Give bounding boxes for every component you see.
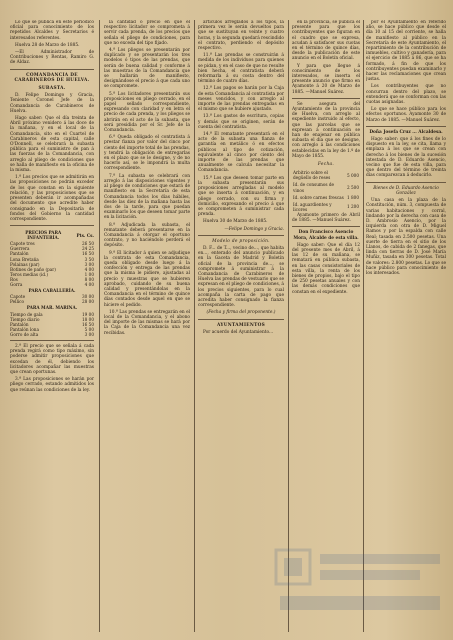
column-5 [366,20,446,634]
paragraph: 11.ª Las prendas se construirán á medida de los individuos para quienes se pidan, y en el caso de que no resulte bien hecha, el contratista deberá reformarla á su costa dentro del término de cuatro días. [198,53,284,85]
section-title: COMANDANCIA DE CARABINEROS DE HUELVA. [14,72,90,83]
column-divider [288,20,289,632]
item-price: 3 00 [84,331,94,337]
item-price: 8 00 [84,276,94,282]
paragraph: Los contribuyentes que no concurran dentro del plazo, se entenderá que se conforman con las cuotas asignadas. [366,84,446,106]
section-divider [292,98,360,99]
item-label: Guerrera [10,246,30,252]
paragraph: 3.ª Las proposiciones se harán por pliego cerrado, estando admitidos los que reúnan las condiciones de la ley. [10,377,94,393]
paragraph: 4.ª Los pliegos se presentarán por duplicado y se presentarán los tres modelos ó tipos de las prendas, que serán de buena calidad y conforme á las muestras de la Comandancia que se hallarán de manifiesto, designándose el precio á que cada uno se compromete. [104,48,190,90]
column-4 [292,20,360,634]
paragraph: en la provincia, se publica el presente para que los contribuyentes que figuran en el cuadro que se expresa, acudan á satisfacer sus cuotas en el término de quince días, desde la publicación de este anuncio en el Boletín oficial. [292,20,360,62]
table-row [292,169,360,181]
item-price: 1 800 [347,194,359,200]
ayuntamientos-heading: AYUNTAMIENTOS [216,322,266,328]
paragraph: Lo que se hace público para los efectos oportunos. Ayamonte 30 de Marzo de 1885. —Manuel Suárez. [366,107,446,123]
table-row [292,201,360,213]
item-label: Id. sobre carnes frescas [293,194,344,200]
paragraph: Hago saber: Que el día 12 del presente mes de Abril, á las 12 de su mañana, se rematará en pública subasta, en las casas consistoriales de esta villa, la renta de los bienes de propios, bajo el tipo de 250 pesetas anuales y con las demás condiciones que constan en el expediente. [292,242,360,295]
paragraph: 5.ª Los licitadores presentarán sus proposiciones en pliego cerrado, en el papel sellado correspondiente, expresando con claridad y en letra el precio de cada prenda, y los pliegos se abrirán en el acto de la subasta, que será presidida por el Sr. Jefe de la Comandancia. [104,91,190,134]
column-divider [194,20,195,632]
paragraph: 12.ª Los pagos se harán por la Caja de esta Comandancia al contratista por meses vencidos, y con arreglo al importe de las prendas entregadas en el mismo que se hubiere ajustado. [198,86,284,113]
section-divider [10,69,94,70]
item-label: Tiempo diario [10,316,40,322]
arbitrios-table [292,169,360,213]
item-label: Polainas (par) [10,261,40,267]
table-heading: PRECIOS PARA INFANTERÍA. [25,230,62,241]
item-label: Tiempo de gala [10,311,43,317]
paragraph: 15.ª Los que deseen tomar parte en la subasta presentarán sus proposiciones arregladas al modelo que se inserta á continuación, y en pliego cerrado, con su firma y domicilio, expresando el precio á que se comprometen á suministrar cada prenda. [198,175,284,218]
item-label: Ros [10,276,18,282]
item-label: Gorro de alta [10,331,39,337]
item-price: 1 200 [347,204,359,210]
paragraph: 1.ª Los precios que se admitirán en las proposiciones no podrán exceder de los que constan en la siguiente relación, y las proposiciones que se presenten deberán ir acompañadas del documento que acredite haber consignado en la Depositaría de fondos del Gobierno la cantidad correspondiente. [10,175,94,222]
edict-title: Doña Josefa Cruz ... Alcaldesa. [369,129,443,135]
intro-text: Lo que se publica en este periódico oficial para conocimiento de los repetidos Alcaldes y Secretarios é interesados referentes. [10,20,94,41]
item-price: 30 00 [82,294,94,300]
table-row [292,194,360,201]
item-price: 19 00 [82,311,94,317]
section-divider [198,319,284,320]
model-text: D. F... de T..., vecino de..., que habita en..., enterado del anuncio publicado en la Gaceta de Madrid y Boletín oficial de la provincia de..., se compromete á suministrar á la Comandancia de Carabineros de Huelva las prendas de vestuario que se expresan en el pliego de condiciones, á los precios siguientes, para lo cual acompaña la carta de pago que acredita haber consignado la fianza correspondiente. [198,245,284,309]
item-label: Arbitrio sobre el degüello de reses [293,170,331,181]
table-row [292,181,360,193]
item-price: 5 000 [347,172,359,178]
item-label: Capote tres [10,241,35,247]
item-label: Botines de paño (par) [10,266,56,272]
column-1 [10,20,94,634]
table-heading: PARA MAR. MARINA. [26,305,78,311]
paragraph: 2.ª El precio que se señala á cada prenda regirá como tipo máximo, sin poderse admitir proposiciones que excedan de él, debiendo los licitadores acompañar las muestras que crean oportunas. [10,343,94,375]
section-divider [366,182,446,183]
paragraph: 14.ª El rematante presentará en el acto de la subasta una fianza de garantía en metálico ó en efectos públicos al tipo de cotización, equivalente al cinco por ciento del importe de las prendas que anualmente se calcula necesitar la Comandancia. [198,132,284,174]
paragraph: Por acuerdo del Ayuntamiento... [203,329,274,335]
column-divider [99,20,100,632]
item-label: Pantalón lona [10,326,39,332]
signoff: —El Administrador de Contribuciones y Rentas, Ramiro G. de Aldaz. [10,50,94,66]
item-label: Id. de consumos de vinos [293,182,335,193]
table-heading: PARA CABALLERÍA. [28,288,76,294]
column-2 [104,20,190,634]
paragraph: Y para que llegue á conocimiento de los interesados, se inserta el presente anuncio que firmo en Ayamonte á 20 de Marzo de 1885. —Manuel Suárez. [292,63,360,95]
column-divider [363,20,364,632]
section-divider [198,235,284,236]
section-divider [292,226,360,227]
paragraph: artículos arreglados á los tipos, la primera vez le serán devueltos para que se sustituyan en veinte y cuatro horas, y la segunda quedará rescindido el contrato, perdiendo el depósito respectivo. [198,20,284,52]
table-units: Pts. Cs. [76,232,94,238]
item-price: 1 00 [84,271,94,277]
paragraph: Hago saber: que á los fines de lo dispuesto en la ley, se cita, llama y emplaza á los que se crean con derecho á los bienes de la sucesión intestada de D. Eduardo Asencio, vecino que fue de esta villa, para que dentro del término de treinta días comparezcan á deducirlo. [366,137,446,179]
paragraph: 9.ª El licitador á quien se adjudique la contrata de esta Comandancia, queda obligado desde luego á la confección y entrega de las prendas que la misma le pidiere, ajustadas al precio y muestras que se hubieren aprobado, cuidando de su buena calidad y presentándolas en la Comandancia en el término de quince días contados desde aquel en que se hiciere el pedido. [104,250,190,308]
paragraph: la cantidad ó precio en que el respectivo licitador se comprometa á servir cada prenda, de los precios que señala el pliego de condiciones, para que no exceda del tipo fijado. [104,20,190,46]
subasta-heading: SUBASTA. [38,86,66,92]
paragraph: 7.ª La subasta se celebrará con arreglo á las disposiciones vigentes y al pliego de condiciones que estará de manifiesto en la Secretaría de esta Comandancia todos los días hábiles, desde las diez de la mañana hasta las dos de la tarde, para que puedan examinarlo los que deseen tomar parte en la licitación. [104,173,190,221]
paragraph: 13.ª Los gastos de escritura, copias y demás que se originen, serán de cuenta del contratista. [198,114,284,130]
edict-title: Don Francisco Asencio Mora, Alcalde de esta villa. [293,230,359,241]
item-label: Pellico [10,299,24,305]
paragraph: 6.ª Queda obligado el contratista á prestar fianza por valor del cinco por ciento del importe total de las prendas, y tendrá la obligación de entregarlas en el plazo que se le designe, y de no hacerlo así, se le impondrá la multa correspondiente. [104,135,190,172]
item-label: Pantalón [10,251,29,257]
paragraph: Hago saber: Que el día treinta de Abril próximo venidero á las doce de la mañana, y en el local de la Comandancia, sito en el Cuartel de Carabineros de esta capital, calle O'Donnell, se celebrará la subasta pública para el suministro de pan á las fuerzas de la Comandancia, con arreglo al pliego de condiciones que se halla de manifiesto en la oficina de la misma. [10,116,94,174]
table-divider [10,225,94,226]
item-price: 16 50 [82,321,94,327]
table-divider [10,340,94,341]
paragraph: 10.ª Las prendas se entregarán en el local de la Comandancia, y el abono del importe de las mismas se hará por la Caja de la Comandancia una vez recibidas. [104,309,190,336]
item-price: 5 00 [84,326,94,332]
paragraph: 8.ª Adjudicada la subasta, el rematante deberá presentarse en la Comandancia á otorgar el oportuno contrato, y no haciéndolo perderá el depósito. [104,222,190,249]
item-price: 18 00 [82,316,94,322]
item-price: 16 50 [82,251,94,257]
item-price: 24 25 [82,246,94,252]
item-label: Pantalón [10,321,29,327]
item-label: Gorra [10,282,23,288]
model-date-signature: (Fecha y firma del proponente.) [206,310,276,316]
item-label: Id. aguardientes y licores [293,201,332,212]
item-label: Capote [10,294,26,300]
model-title: Modelo de proposición. [212,238,270,244]
column-3 [198,20,284,634]
section-divider [366,126,446,127]
price-table [10,229,94,337]
signoff: —Felipe Domingo y Gracia. [224,226,284,232]
item-label: Lona Bretaña [10,256,39,262]
fecha-title: Fecha. [317,162,335,168]
item-label: Teros medias (id.) [10,271,49,277]
date-line: Huelva 28 de Marzo de 1885. [15,42,80,48]
item-price: 3 00 [84,261,94,267]
item-price: 2 500 [347,185,359,191]
item-price: 26 50 [82,241,94,247]
paragraph: Una casa en la plaza de la Constitución, núm. 3, compuesta de varias habitaciones y corral, lindando por la derecha con casa de D. Ambrosio Asencio, por la izquierda con otra de D. Miguel Ramos y por la espalda con calle Real; tasada en 2.500 pesetas. Una suerte de tierra en el sitio de los Llanos, de cabida de 2 fanegas, que linda con tierras de D. José María Muñiz, tasada en 300 pesetas. Total de valores: 2.800 pesetas. Lo que se hace público para conocimiento de los interesados. [366,198,446,276]
table-row [10,332,94,337]
item-price: 4 00 [84,266,94,272]
item-price: 3 50 [84,256,94,262]
item-price: 4 00 [84,282,94,288]
paragraph: Ayamonte primero de Abril de 1885. —Manuel Suárez. [292,212,360,224]
paragraph: por el Ayuntamiento en referido año, se hace público que desde el día 10 al 15 del corriente, se halla de manifiesto al público en la Secretaría de este Ayuntamiento, el repartimiento de la contribución de inmuebles, cultivo y ganadería, para el ejercicio de 1885 á 86, que se ha formado, á fin de que los contribuyentes puedan examinarlo y hacer las reclamaciones que crean justas. [366,20,446,83]
edict-subtitle: Bienes de D. Eduardo Asencio González [373,185,439,196]
date-line: Huelva 30 de Marzo de 1885. [203,219,268,225]
item-price: 28 00 [82,299,94,305]
paragraph: D. Felipe Domingo y Gracia, Teniente Coronel Jefe de la Comandancia de Carabineros de Huelva. [10,93,94,114]
paragraph: Se asegura del Ayuntamiento de la provincia de Huelva, con arreglo al expediente instruido al efecto, que las parcelas que se expresan á continuación se han de enajenar en pública subasta el día que se designe, con arreglo á las condiciones establecidas en la ley de 1.º de Mayo de 1855. [292,101,360,159]
